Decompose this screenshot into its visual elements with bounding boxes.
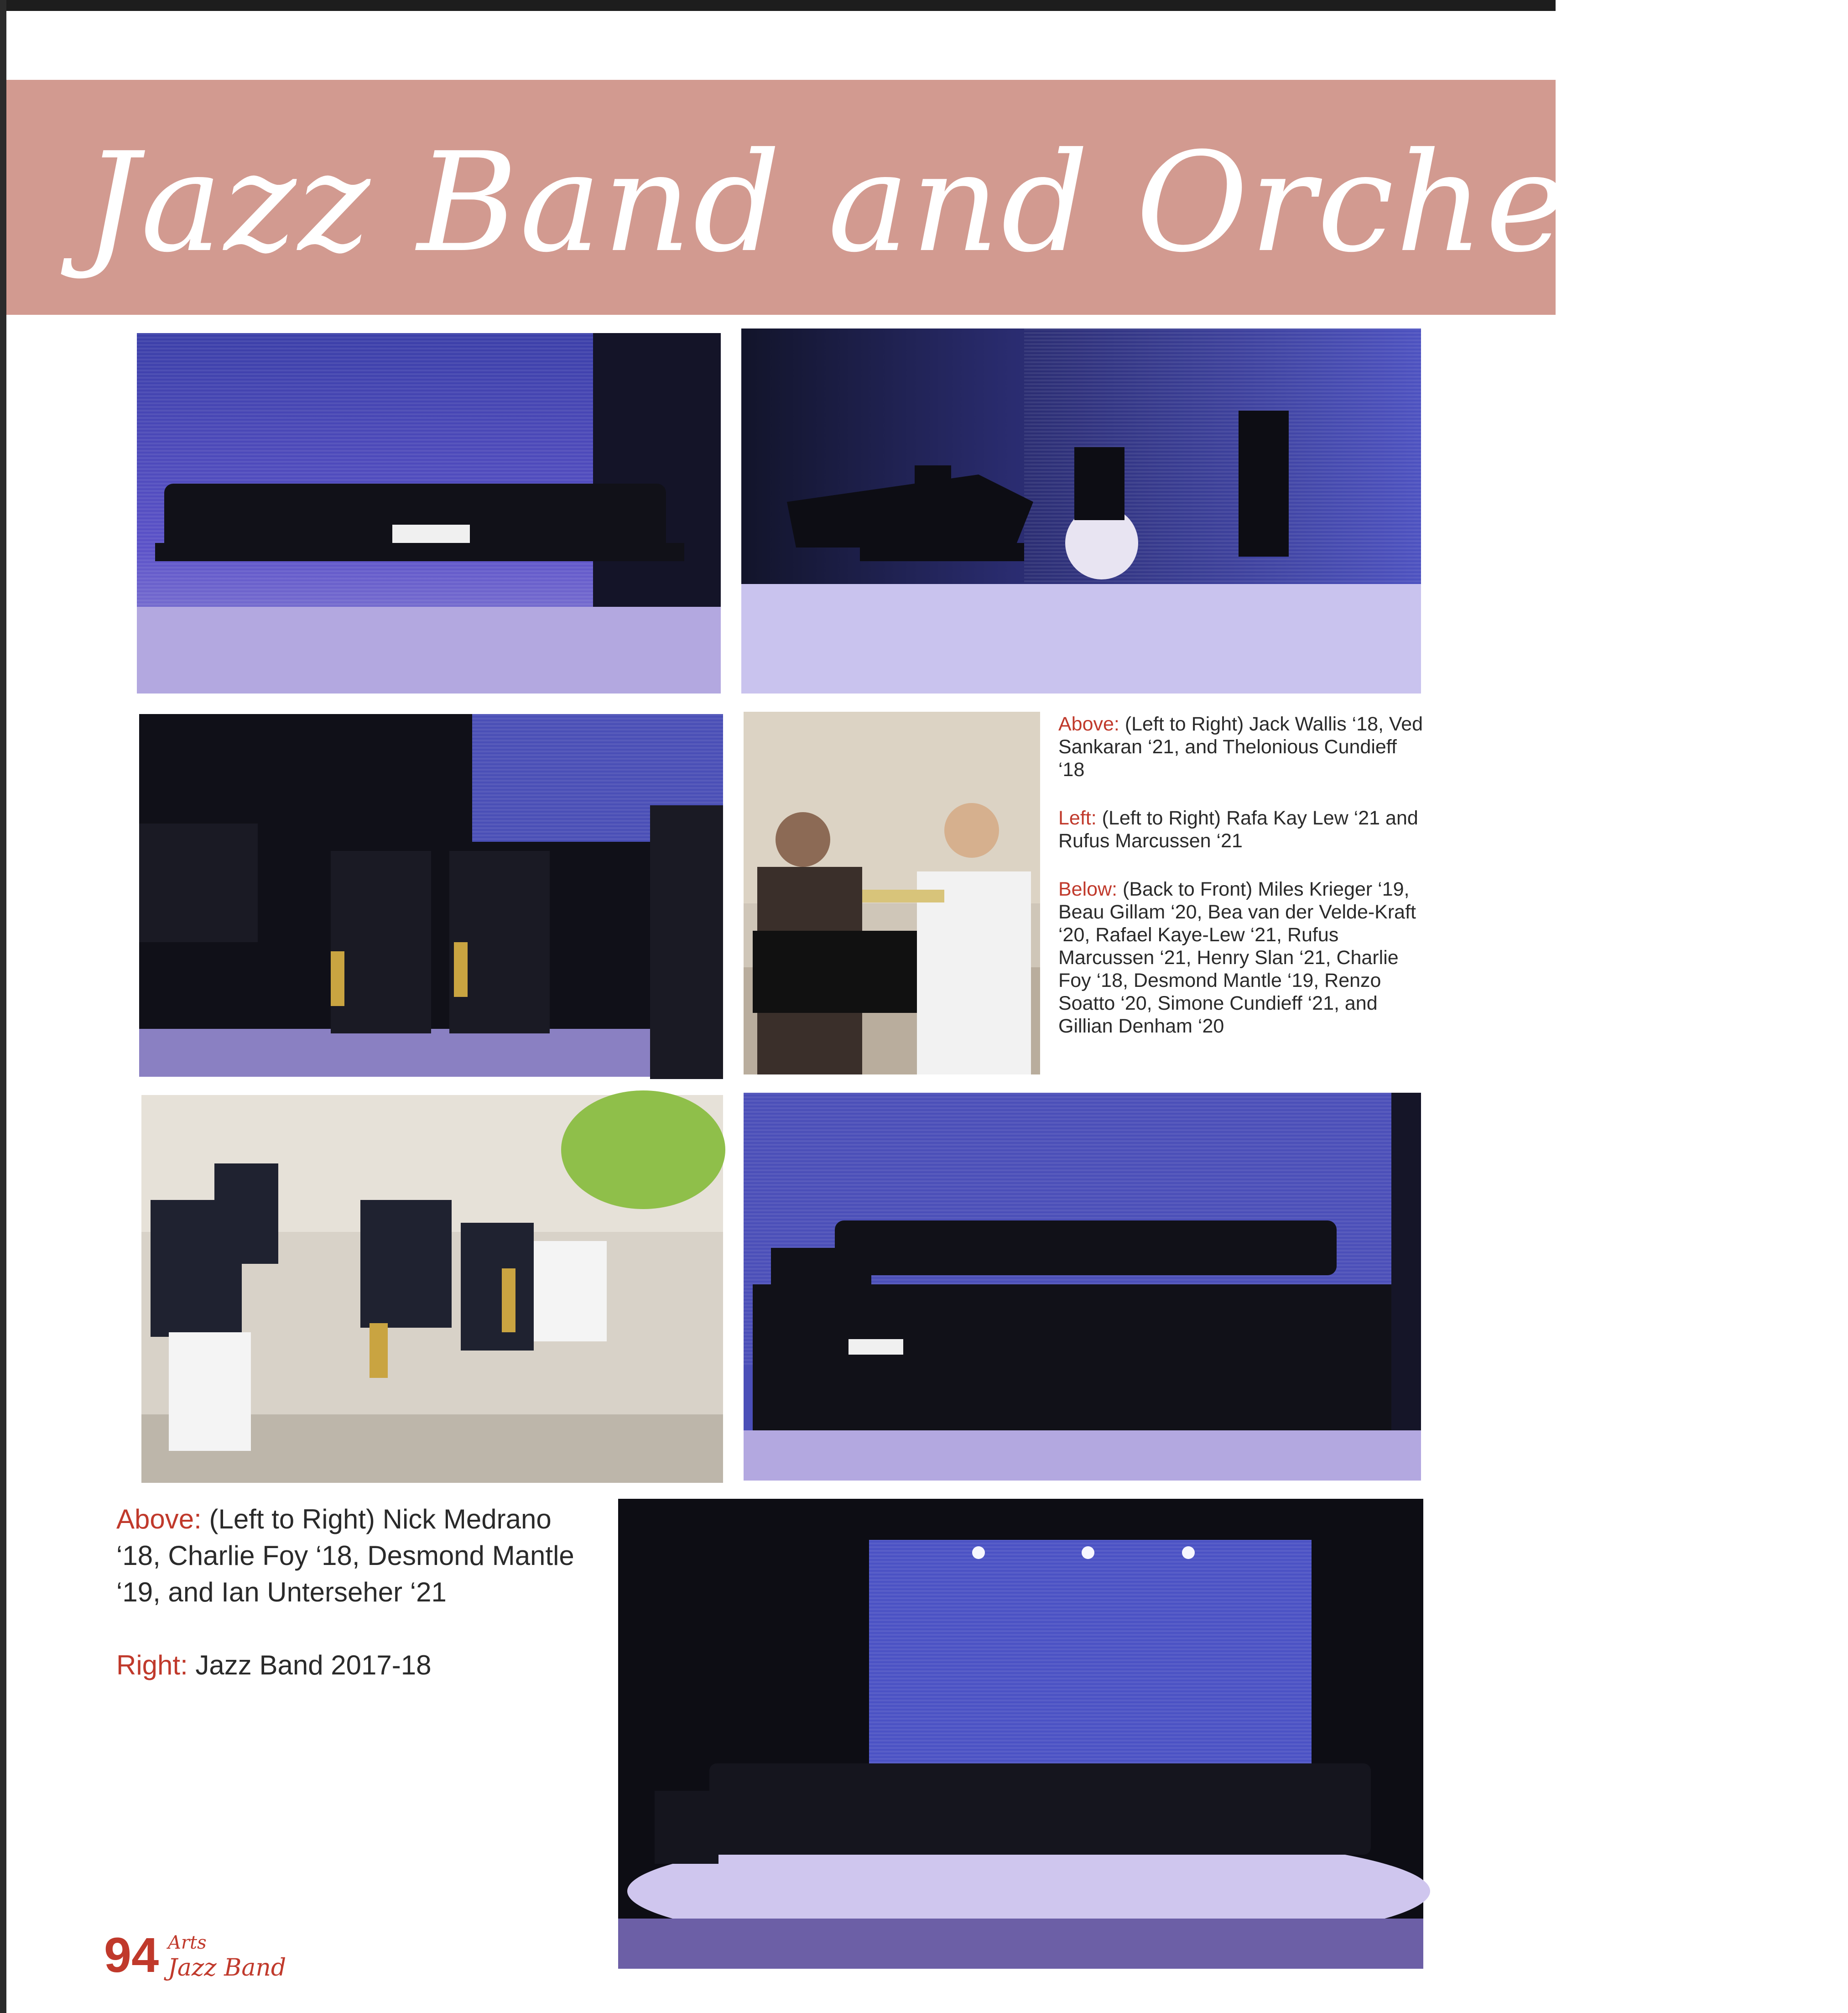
caption-above — [1058, 713, 1423, 781]
subsection-name: Jazz Band — [168, 1954, 286, 1982]
caption-text: (Left to Right) Nick Medrano ‘18, Charlie Foy ‘18, Desmond Mantle ‘19, and Ian Unterseher ‘21 — [116, 1504, 574, 1607]
caption-label: Above: — [1058, 713, 1119, 735]
caption-label: Above: — [116, 1504, 202, 1534]
page-number: 94 — [104, 1927, 159, 1982]
rhythm-section-photo — [741, 329, 1421, 694]
page-title: Jazz Band and Orchestra — [84, 123, 1848, 282]
full-stage-photo — [618, 1499, 1423, 1969]
caption-left — [1058, 807, 1423, 852]
caption-right — [1058, 713, 1423, 1063]
caption-text: Jazz Band 2017-18 — [195, 1650, 432, 1680]
trumpet-duo-photo — [744, 712, 1040, 1074]
page-top-edge — [0, 0, 1556, 11]
caption-left-block — [116, 1501, 595, 1720]
caption-above — [116, 1501, 595, 1611]
saxophone-section-photo — [139, 714, 723, 1077]
caption-text: (Back to Front) Miles Krieger ‘19, Beau Gillam ‘20, Bea van der Velde-Kraft ‘20, Rafael Kaye-Lew ‘21, Rufus Marcussen ‘21, Henry Slan ‘21, Charlie Foy ‘18, Desmond Mantle ‘19, Renzo Soatto ‘20, Simone Cundieff ‘21, and Gillian Denham ‘20 — [1058, 878, 1416, 1037]
band-conductor-photo — [744, 1093, 1421, 1481]
caption-text: (Left to Right) Jack Wallis ‘18, Ved Sankaran ‘21, and Thelonious Cundieff ‘18 — [1058, 713, 1423, 781]
title-banner — [6, 80, 1848, 315]
caption-below — [1058, 878, 1423, 1038]
caption-label: Left: — [1058, 807, 1097, 829]
caption-text: (Left to Right) Rafa Kay Lew ‘21 and Rufus Marcussen ‘21 — [1058, 807, 1418, 852]
section-name: Arts — [168, 1932, 207, 1953]
caption-label: Right: — [116, 1650, 188, 1680]
band-stage-photo — [137, 333, 721, 694]
caption-label: Below: — [1058, 878, 1118, 900]
page-left-edge — [0, 0, 6, 2013]
caption-right — [116, 1647, 595, 1684]
outdoor-band-photo — [141, 1095, 723, 1483]
